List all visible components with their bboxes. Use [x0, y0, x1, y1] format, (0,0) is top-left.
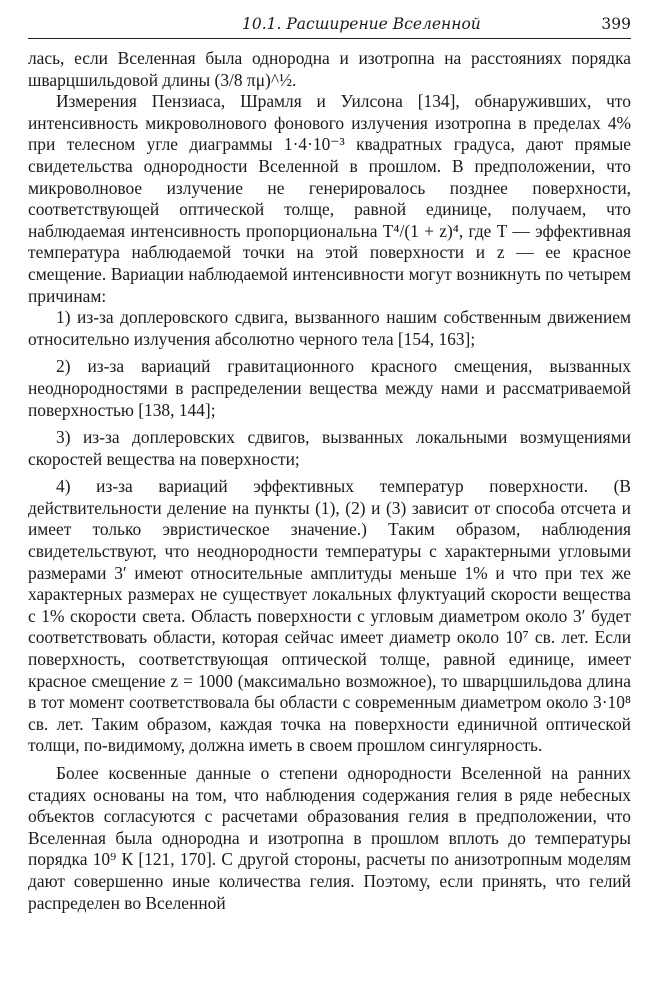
list-item-1: 1) из-за доплеровского сдвига, вызванного нашим собственным движением относительно излучения абсолютно черного тела [154, 163]; [28, 307, 631, 349]
list-item-3: 3) из-за доплеровских сдвигов, вызванных локальными возмущениями скоростей вещества на поверхности; [28, 427, 631, 469]
body-text [28, 48, 631, 914]
list-item-4: 4) из-за вариаций эффективных температур поверхности. (В действительности деление на пункты (1), (2) и (3) зависит от способа отсчета и имеет только эвристическое значение.) Таким образом, наблюдения свидетельствуют, что неоднородности температуры с характерными угловыми размерами 3′ имеют относительные амплитуды меньше 1% и что при тех же характерных размерах не существует локальных флуктуаций скорости вещества с 1% скорости света. Область поверхности с угловым диаметром около 3′ будет соответствовать области, которая сейчас имеет диаметр около 10⁷ св. лет. Если поверхность, соответствующая оптической толще, равной единице, имеет красное смещение z = 1000 (максимально возможное), то шварцшильдова длина в тот момент соответствовала бы области с современным диаметром около 3·10⁸ св. лет. Таким образом, каждая точка на поверхности единичной оптической толщи, по-видимому, должна иметь в своем прошлом сингулярность. [28, 476, 631, 756]
paragraph-3: Более косвенные данные о степени однородности Вселенной на ранних стадиях основаны на том, что наблюдения содержания гелия в ряде небесных объектов согласуются с расчетами образования гелия в предположении, что Вселенная была однородна и изотропна в прошлом вплоть до температуры порядка 10⁹ К [121, 170]. С другой стороны, расчеты по анизотропным моделям дают совершенно иные количества гелия. Поэтому, если принять, что гелий распределен во Вселенной [28, 763, 631, 913]
page-number: 399 [601, 15, 631, 33]
running-header [28, 14, 631, 39]
paragraph-2: Измерения Пензиаса, Шрамля и Уилсона [134], обнаруживших, что интенсивность микроволнового фонового излучения изотропна в пределах 4% при телесном угле диаграммы 1·4·10⁻³ квадратных градуса, дают прямые свидетельства однородности Вселенной в прошлом. В предположении, что микроволновое излучение не генерировалось позднее поверхности, соответствующей оптической толще, равной единице, получаем, что наблюдаемая интенсивность пропорциональна T⁴/(1 + z)⁴, где T — эффективная температура наблюдаемой точки на этой поверхности и z — ее красное смещение. Вариации наблюдаемой интенсивности могут возникнуть по четырем причинам: [28, 91, 631, 306]
book-page [28, 14, 631, 914]
paragraph-1: лась, если Вселенная была однородна и изотропна на расстояниях порядка шварцшильдовой длины (3/8 πμ)^½. [28, 48, 631, 90]
section-title: 10.1. Расширение Вселенной [242, 15, 481, 33]
list-item-2: 2) из-за вариаций гравитационного красного смещения, вызванных неоднородностями в распределении вещества между нами и рассматриваемой поверхностью [138, 144]; [28, 356, 631, 420]
